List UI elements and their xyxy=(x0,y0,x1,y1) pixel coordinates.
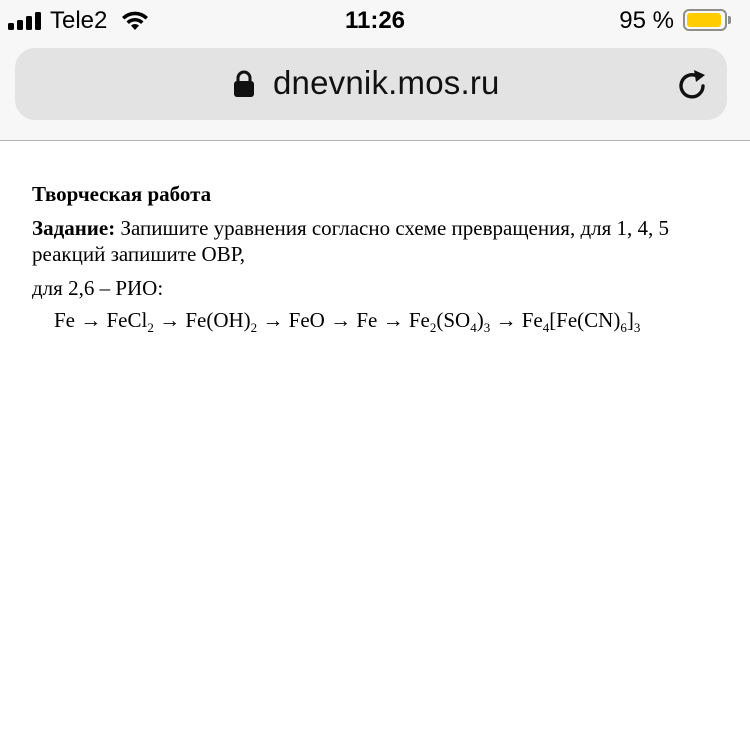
arrow: → xyxy=(257,308,289,332)
subscript: 2 xyxy=(147,320,154,335)
formula-part: ) xyxy=(476,308,484,332)
task-text: Запишите уравнения согласно схеме превращения, для 1, 4, 5 реакций запишите ОВР, xyxy=(32,216,670,266)
subscript: 2 xyxy=(250,320,258,335)
page-content xyxy=(32,181,722,333)
formula-fe4-fecn6-3: Fe xyxy=(521,308,543,332)
browser-nav-bar xyxy=(0,42,750,141)
formula-part: [Fe(CN) xyxy=(549,308,621,332)
battery-percent: 95 % xyxy=(619,7,674,34)
arrow: → xyxy=(377,308,409,332)
formula-feo: FeO xyxy=(288,308,325,332)
subscript: 2 xyxy=(429,320,437,335)
lock-icon xyxy=(233,70,255,98)
formula-fe2so43: Fe xyxy=(408,308,430,332)
task-label: Задание: xyxy=(32,216,116,240)
status-bar xyxy=(0,0,750,42)
page-heading: Творческая работа xyxy=(32,182,212,206)
subscript: 3 xyxy=(633,320,641,335)
task-subline: для 2,6 – РИО: xyxy=(32,276,164,300)
battery-icon xyxy=(683,9,727,31)
battery-level-fill xyxy=(687,13,721,27)
url-text[interactable]: dnevnik.mos.ru xyxy=(273,64,500,101)
arrow: → xyxy=(324,308,357,332)
formula-fecl2: FeCl xyxy=(106,308,148,332)
reload-icon[interactable] xyxy=(675,68,711,104)
clock: 11:26 xyxy=(344,7,406,34)
subscript: 4 xyxy=(470,320,477,335)
battery-tip xyxy=(728,16,731,24)
arrow: → xyxy=(490,308,522,332)
transformation-scheme xyxy=(54,307,722,333)
subscript: 3 xyxy=(483,320,491,335)
formula-feoh2: Fe(OH) xyxy=(185,308,251,332)
subscript: 4 xyxy=(542,320,550,335)
formula-part: (SO xyxy=(436,308,471,332)
formula-part: ] xyxy=(626,308,634,332)
address-bar[interactable] xyxy=(15,48,727,120)
formula-fe: Fe xyxy=(54,308,75,332)
arrow: → xyxy=(75,308,107,332)
carrier-name: Tele2 xyxy=(50,7,108,34)
arrow: → xyxy=(153,308,186,332)
formula-fe: Fe xyxy=(356,308,378,332)
task-paragraph xyxy=(32,215,722,267)
subscript: 6 xyxy=(620,320,627,335)
